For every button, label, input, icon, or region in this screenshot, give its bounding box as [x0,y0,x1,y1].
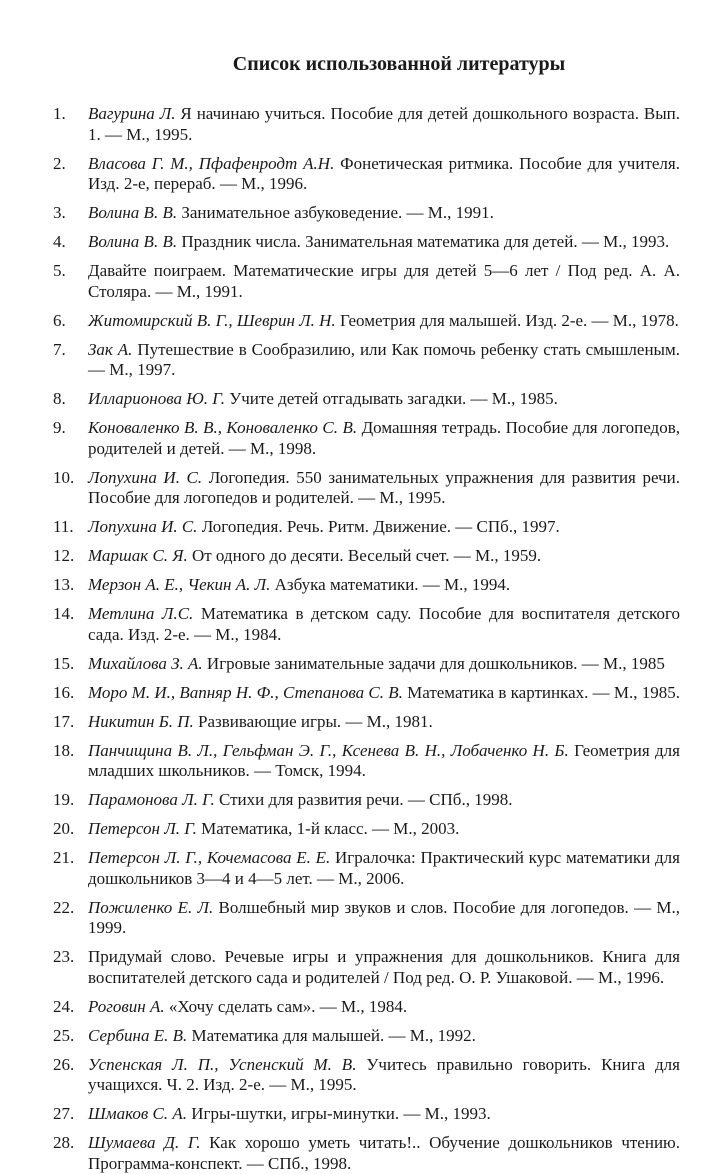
reference-text: Игралочка: Практический курс математики для дошкольников 3—4 и 4—5 лет. — М., 2006. [88,848,680,888]
reference-item [53,819,680,840]
reference-author: Сербина Е. В. [88,1025,188,1045]
reference-number: 13. [53,575,75,594]
reference-author: Петерсон Л. Г., Кочемасова Е. Е. [88,848,331,867]
reference-text: Развивающие игры. — М., 1981. [193,711,433,731]
reference-text: Стихи для развития речи. — СПб., 1998. [214,790,513,809]
reference-number: 22. [53,897,75,917]
reference-number: 21. [53,848,75,867]
reference-item [53,947,680,988]
reference-text: Азбука математики. — М., 1994. [270,575,511,594]
reference-item [53,517,680,538]
reference-text: Придумай слово. Речевые игры и упражнения для дошкольников. Книга для воспитателей детского сада и родителей / Под ред. О. Р. Ушаковой. — М., 1996. [88,947,680,987]
reference-text: Геометрия для малышей. Изд. 2-е. — М., 1978. [335,310,679,330]
reference-text: Учитесь правильно говорить. Книга для учащихся. Ч. 2. Изд. 2-е. — М., 1995. [88,1054,680,1094]
reference-text: От одного до десяти. Веселый счет. — М., 1959. [187,546,542,565]
reference-item [53,153,680,195]
reference-author: Волина В. В. [88,203,178,222]
reference-author: Илларионова Ю. Г. [88,389,225,408]
reference-author: Коноваленко В. В., Коноваленко С. В. [88,418,358,437]
reference-item [53,653,680,675]
reference-number: 24. [53,996,75,1016]
page-title: Список использованной литературы [232,53,566,75]
reference-text: Игровые занимательные задачи для дошкольников. — М., 1985 [202,653,665,673]
reference-author: Успенская Л. П., Успенский М. В. [88,1054,357,1074]
reference-number: 16. [53,682,75,702]
reference-author: Зак А. [88,339,133,359]
reference-number: 6. [53,310,66,330]
reference-text: Путешествие в Сообразилию, или Как помочь ребенку стать смышленым. — М., 1997. [88,339,680,379]
reference-text: Математика для малышей. — М., 1992. [187,1025,476,1045]
reference-text: Давайте поиграем. Математические игры для детей 5—6 лет / Под ред. А. А. Столяра. — М., 1991. [88,261,680,301]
reference-item [53,389,680,410]
reference-item [53,897,680,939]
reference-text: Волшебный мир звуков и слов. Пособие для логопедов. — М., 1999. [88,897,680,937]
reference-author: Парамонова Л. Г. [88,790,215,809]
reference-item [53,1025,680,1047]
reference-number: 1. [53,104,66,123]
reference-item [53,1054,680,1096]
reference-number: 11. [53,517,74,536]
reference-item [53,740,680,782]
reference-number: 18. [53,740,75,760]
reference-number: 27. [53,1104,75,1123]
reference-text: Учите детей отгадывать загадки. — М., 1985. [224,389,558,408]
reference-number: 5. [53,261,66,280]
reference-item [53,467,680,509]
reference-text: Игры-шутки, игры-минутки. — М., 1993. [187,1104,491,1123]
reference-item [53,996,680,1018]
reference-item [53,848,680,889]
reference-item [53,339,680,381]
reference-item [53,261,680,302]
reference-number: 14. [53,604,75,623]
reference-author: Панчищина В. Л., Гельфман Э. Г., Ксенева В. Н., Лобаченко Н. Б. [88,740,569,760]
reference-author: Лопухина И. С. [88,467,203,487]
reference-author: Шмаков С. А. [88,1104,187,1123]
reference-list [53,104,681,1174]
reference-item [53,711,680,733]
reference-item [53,575,680,596]
reference-author: Моро М. И., Вапняр Н. Ф., Степанова С. В. [88,682,403,702]
reference-item [53,203,680,224]
reference-author: Петерсон Л. Г. [88,819,197,838]
reference-author: Лопухина И. С. [88,517,198,536]
reference-number: 26. [53,1054,75,1074]
reference-item [53,310,680,332]
reference-author: Роговин А. [88,996,165,1016]
reference-text: Геометрия для младших школьников. — Томск, 1994. [88,740,680,780]
reference-item [53,1104,680,1125]
reference-text: Я начинаю учиться. Пособие для детей дошкольного возраста. Вып. 1. — М., 1995. [88,104,680,144]
reference-item [53,604,681,645]
reference-number: 19. [53,790,75,809]
reference-number: 2. [53,153,66,173]
reference-author: Житомирский В. Г., Шеврин Л. Н. [88,310,336,330]
reference-author: Никитин Б. П. [88,711,194,731]
reference-number: 12. [53,546,75,565]
reference-number: 4. [53,232,66,251]
reference-number: 17. [53,711,75,731]
reference-text: Праздник числа. Занимательная математика для детей. — М., 1993. [177,232,670,251]
reference-item [53,790,680,811]
reference-item [53,1133,680,1174]
reference-text: Занимательное азбуковедение. — М., 1991. [177,203,494,222]
reference-text: «Хочу сделать сам». — М., 1984. [164,996,408,1016]
reference-number: 20. [53,819,75,838]
reference-author: Вагурина Л. [88,104,176,123]
reference-number: 3. [53,203,66,222]
reference-author: Власова Г. М., Пфафенродт А.Н. [88,153,335,173]
reference-author: Маршак С. Я. [88,546,188,565]
reference-author: Волина В. В. [88,232,178,251]
reference-text: Логопедия. Речь. Ритм. Движение. — СПб., 1997. [197,517,560,536]
reference-text: Логопедия. 550 занимательных упражнения для развития речи. Пособие для логопедов и родителей. — М., 1995. [88,467,680,507]
reference-item [53,546,680,567]
reference-text: Как хорошо уметь читать!.. Обучение дошкольников чтению. Программа-конспект. — СПб., 1998. [88,1133,680,1173]
reference-number: 8. [53,389,66,408]
reference-author: Метлина Л.С. [88,604,194,623]
reference-item [53,682,681,704]
reference-author: Мерзон А. Е., Чекин А. Л. [88,575,271,594]
reference-item [53,104,680,145]
reference-number: 10. [53,467,75,487]
reference-text: Математика в картинках. — М., 1985. [402,682,681,702]
reference-number: 25. [53,1025,75,1045]
reference-text: Математика в детском саду. Пособие для воспитателя детского сада. Изд. 2-е. — М., 1984. [88,604,681,644]
reference-author: Михайлова З. А. [88,653,203,673]
reference-number: 9. [53,418,66,437]
reference-text: Домашняя тетрадь. Пособие для логопедов, родителей и детей. — М., 1998. [88,418,680,458]
reference-number: 28. [53,1133,75,1152]
reference-author: Шумаева Д. Г. [88,1133,201,1152]
reference-author: Пожиленко Е. Л. [88,897,214,917]
reference-text: Фонетическая ритмика. Пособие для учителя. Изд. 2-е, перераб. — М., 1996. [88,153,680,193]
reference-item [53,232,680,253]
reference-number: 23. [53,947,75,966]
reference-number: 15. [53,653,75,673]
reference-item [53,418,680,459]
reference-text: Математика, 1-й класс. — М., 2003. [196,819,460,838]
reference-number: 7. [53,339,66,359]
